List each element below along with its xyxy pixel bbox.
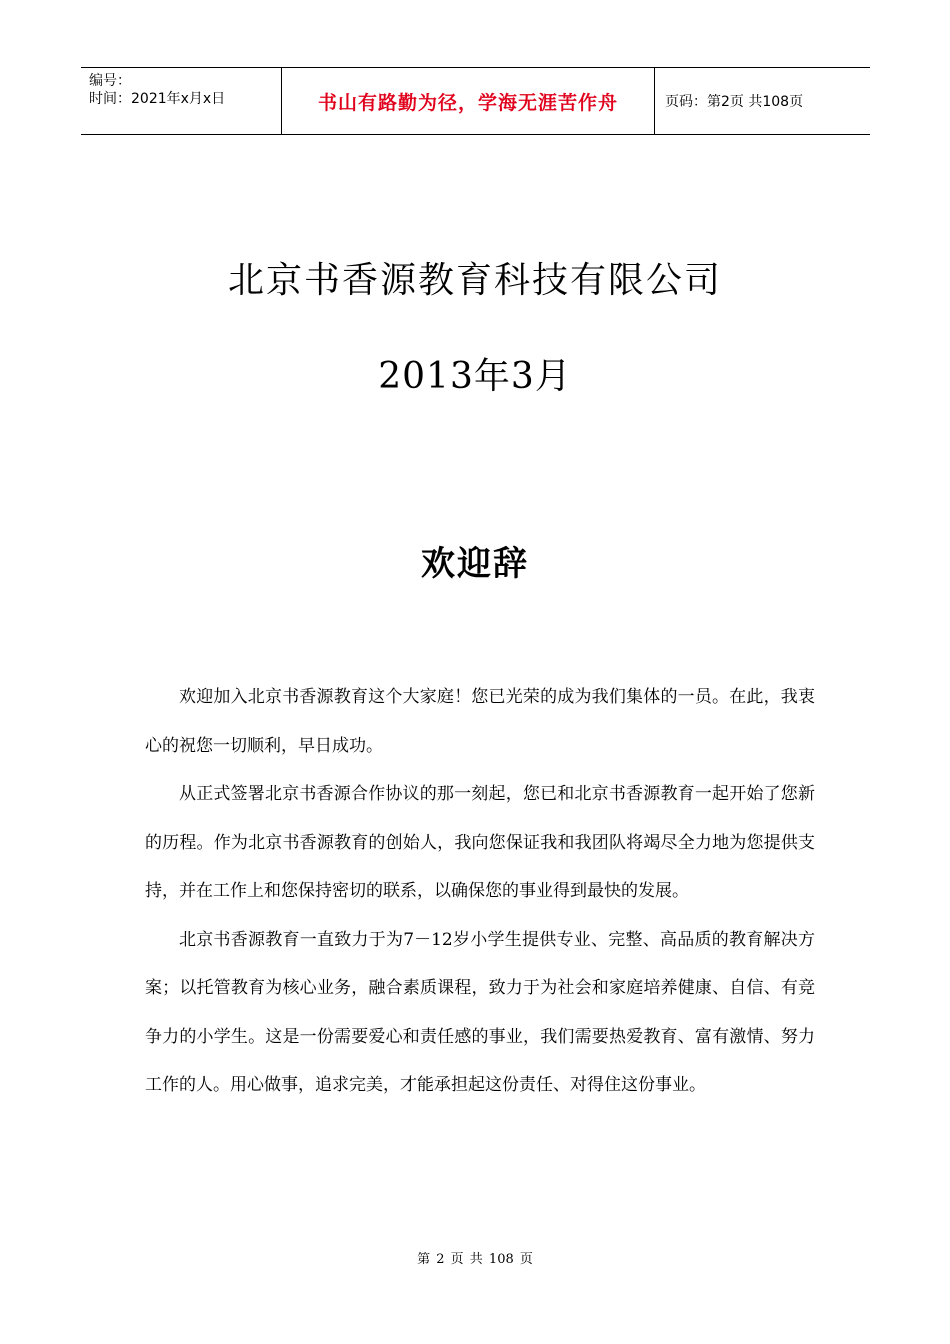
time-label: 时间：2021年x月x日 (89, 91, 226, 107)
header-page-info: 页码：第2页 共108页 (665, 94, 804, 110)
page-footer: 第 2 页 共 108 页 (417, 1252, 533, 1267)
welcome-body (145, 673, 815, 1110)
number-label: 编号： (89, 73, 131, 89)
cover-date: 2013年3月 (378, 356, 572, 397)
paragraph: 北京书香源教育一直致力于为7－12岁小学生提供专业、完整、高品质的教育解决方案；以托管教育为核心业务，融合素质课程，致力于为社会和家庭培养健康、自信、有竞争力的小学生。这是一份需要爱心和责任感的事业，我们需要热爱教育、富有激情、努力工作的人。用心做事，追求完美，才能承担起这份责任、对得住这份事业。 (145, 929, 815, 1095)
paragraph: 欢迎加入北京书香源教育这个大家庭！您已光荣的成为我们集体的一员。在此，我衷心的祝您一切顺利，早日成功。 (145, 687, 815, 756)
header-meta (81, 68, 281, 134)
paragraph: 从正式签署北京书香源合作协议的那一刻起，您已和北京书香源教育一起开始了您新的历程。作为北京书香源教育的创始人，我向您保证我和我团队将竭尽全力地为您提供支持，并在工作上和您保持密切的联系，以确保您的事业得到最快的发展。 (145, 784, 815, 901)
header-motto: 书山有路勤为径，学海无涯苦作舟 (281, 68, 655, 134)
company-name: 北京书香源教育科技有限公司 (227, 260, 722, 301)
welcome-title: 欢迎辞 (421, 544, 529, 584)
document-header (81, 67, 870, 135)
